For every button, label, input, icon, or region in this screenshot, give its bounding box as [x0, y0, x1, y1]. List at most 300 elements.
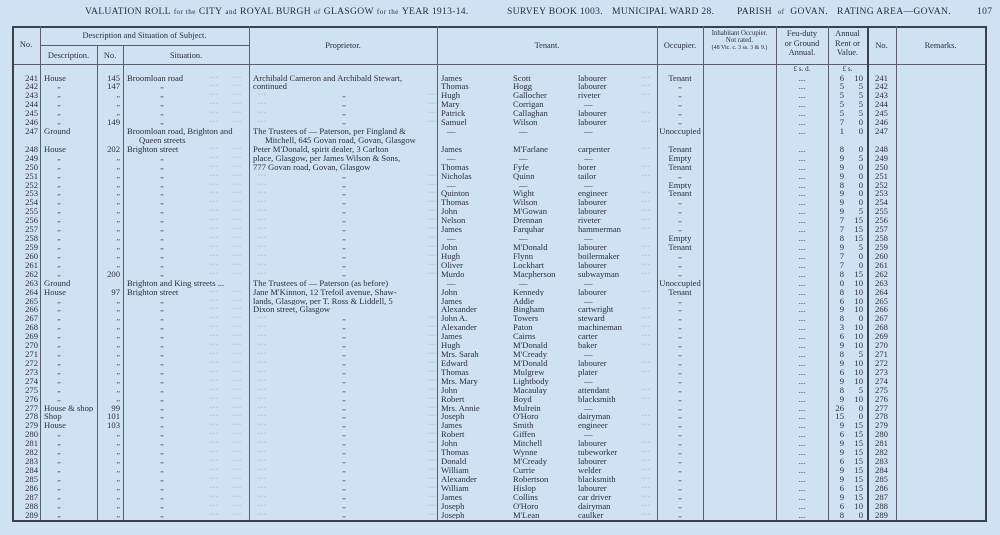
cell-feu-duty: ... — [798, 448, 806, 458]
cell-first-name: James — [441, 296, 463, 306]
cell-feu-duty: ... — [798, 394, 806, 404]
leader-dots: ··· — [210, 270, 219, 277]
cell-situation: ,, — [160, 350, 164, 359]
cell-occupier: ,, — [678, 358, 682, 367]
leader-dots: ··· — [233, 83, 242, 90]
cell-description: ,, — [57, 367, 61, 376]
leader-dots: ··· — [233, 163, 242, 170]
cell-feu-duty: ... — [798, 144, 806, 154]
cell-no-right: 289 — [875, 510, 888, 520]
cell-rent-pounds: 9 — [839, 207, 844, 217]
leader-dots: ··· — [428, 359, 437, 366]
cell-feu-duty: ... — [798, 225, 806, 235]
leader-dots: ··· — [233, 431, 242, 438]
cell-description: Ground — [44, 127, 71, 136]
leader-dots: ··· — [428, 217, 437, 224]
cell-surname: Towers — [513, 314, 539, 324]
header-inhabitant-line3: (48 Vic. c. 3 ss. 3 & 9.) — [711, 44, 768, 51]
cell-description: ,, — [57, 162, 61, 171]
table-row — [0, 82, 1000, 91]
leader-dots: ··· — [428, 458, 437, 465]
cell-first-name: Hugh — [441, 341, 461, 350]
cell-no-right: 260 — [875, 251, 888, 261]
leader-dots: ··· — [428, 101, 437, 108]
table-row — [0, 145, 1000, 154]
cell-occupation: labourer — [578, 260, 607, 270]
leader-dots: ··· — [642, 74, 651, 81]
cell-situation: ,, — [160, 358, 164, 367]
cell-number: ,, — [116, 91, 120, 100]
cell-rent-pounds: 6 — [839, 457, 844, 466]
leader-dots: ··· — [210, 252, 219, 259]
cell-proprietor: ,, — [342, 269, 346, 278]
cell-surname: — — [519, 278, 528, 288]
cell-number: ,, — [116, 153, 120, 162]
cell-surname: O'Horo — [513, 501, 539, 511]
leader-dots: ··· — [428, 199, 437, 206]
cell-rent-shillings: 10 — [854, 323, 863, 333]
cell-description: House — [44, 421, 66, 431]
header-rent-line3: Value. — [836, 48, 859, 57]
cell-surname: Robertson — [513, 474, 549, 484]
title-segment: for the — [173, 8, 196, 16]
leader-dots: ··· — [258, 431, 267, 438]
cell-occupation: labourer — [578, 457, 607, 466]
leader-dots: ··· — [233, 466, 242, 473]
cell-proprietor: ,, — [342, 118, 346, 127]
leader-dots: ··· — [210, 484, 219, 491]
table-row — [0, 225, 1000, 234]
cell-no: 268 — [25, 323, 38, 333]
cell-rent-pounds: 8 — [839, 269, 844, 279]
cell-occupation: — — [584, 278, 593, 288]
survey-book: SURVEY BOOK 1003. — [507, 6, 603, 17]
cell-no-right: 254 — [875, 198, 888, 208]
cell-no: 257 — [25, 225, 38, 235]
cell-feu-duty: ... — [798, 341, 806, 350]
cell-no: 250 — [25, 162, 38, 172]
cell-first-name: — — [447, 278, 456, 288]
cell-description: ,, — [57, 100, 61, 109]
cell-occupier: ,, — [678, 350, 682, 359]
cell-proprietor: ,, — [342, 510, 346, 519]
leader-dots: ··· — [258, 252, 267, 259]
cell-rent-shillings: 15 — [854, 457, 863, 466]
leader-dots: ··· — [210, 431, 219, 438]
leader-dots: ··· — [642, 119, 651, 126]
leader-dots: ··· — [233, 449, 242, 456]
cell-feu-duty: ... — [798, 483, 806, 493]
cell-surname: — — [519, 153, 528, 163]
cell-feu-duty: ... — [798, 278, 806, 288]
table-row — [0, 270, 1000, 279]
cell-occupation: labourer — [578, 198, 607, 208]
cell-occupation: labourer — [578, 358, 607, 368]
cell-number: 99 — [111, 403, 120, 413]
cell-proprietor: ,, — [342, 260, 346, 269]
cell-feu-duty: ... — [798, 358, 806, 368]
cell-no-right: 246 — [875, 118, 888, 127]
cell-rent-shillings: 0 — [858, 171, 863, 181]
header-remarks: Remarks. — [924, 41, 957, 50]
cell-feu-duty: ... — [798, 73, 806, 83]
cell-first-name: John — [441, 242, 458, 252]
cell-feu-duty: ... — [798, 180, 806, 190]
cell-description: ,, — [57, 207, 61, 216]
leader-dots: ··· — [233, 493, 242, 500]
cell-feu-duty: ... — [798, 127, 806, 136]
cell-proprietor: Archibald Cameron and Archibald Stewart, — [253, 73, 403, 83]
table-row — [0, 181, 1000, 190]
cell-rent-pounds: 9 — [839, 439, 844, 449]
header-feu-line1: Feu-duty — [786, 29, 818, 38]
table-row — [0, 163, 1000, 172]
cell-line: Mitchell, 645 Govan road, Govan, Glasgow — [265, 134, 416, 145]
leader-dots: ··· — [258, 315, 267, 322]
leader-dots: ··· — [428, 431, 437, 438]
cell-occupier: ,, — [678, 510, 682, 519]
cell-number: 147 — [107, 82, 120, 92]
cell-no-right: 261 — [875, 260, 888, 270]
cell-feu-duty: ... — [798, 305, 806, 315]
cell-situation: ,, — [160, 189, 164, 198]
cell-description: ,, — [57, 171, 61, 180]
cell-first-name: John — [441, 207, 458, 217]
cell-occupier: ,, — [678, 492, 682, 501]
cell-situation: ,, — [160, 100, 164, 109]
leader-dots: ··· — [428, 449, 437, 456]
cell-no-right: 277 — [875, 403, 888, 413]
leader-dots: ··· — [210, 306, 219, 313]
leader-dots: ··· — [210, 377, 219, 384]
parish-name: GOVAN. — [790, 6, 828, 17]
cell-occupier: ,, — [678, 109, 682, 118]
title-segment: ROYAL BURGH — [240, 6, 311, 17]
cell-feu-duty: ... — [798, 153, 806, 163]
cell-description: House — [44, 144, 66, 154]
cell-no: 276 — [25, 394, 38, 404]
leader-dots: ··· — [233, 333, 242, 340]
cell-first-name: James — [441, 492, 463, 502]
leader-dots: ··· — [210, 226, 219, 233]
leader-dots: ··· — [428, 395, 437, 402]
cell-rent-pounds: 8 — [839, 385, 844, 395]
cell-number: ,, — [116, 314, 120, 323]
leader-dots: ··· — [233, 297, 242, 304]
cell-situation: ,, — [160, 153, 164, 162]
cell-first-name: Quinton — [441, 189, 470, 199]
table-row — [0, 314, 1000, 323]
cell-feu-duty: ... — [798, 162, 806, 172]
leader-dots: ··· — [210, 315, 219, 322]
leader-dots: ··· — [233, 145, 242, 152]
leader-dots: ··· — [258, 422, 267, 429]
cell-situation: ,, — [160, 376, 164, 385]
cell-rent-pounds: 9 — [839, 394, 844, 404]
cell-occupation: cartwright — [578, 305, 614, 315]
cell-no-right: 241 — [875, 73, 888, 83]
title-segment: CITY — [198, 6, 223, 17]
leader-dots: ··· — [258, 172, 267, 179]
table-row — [0, 288, 1000, 297]
cell-first-name: Patrick — [441, 109, 466, 119]
cell-no: 272 — [25, 358, 38, 368]
cell-rent-pounds: 9 — [839, 474, 844, 484]
leader-dots: ··· — [258, 324, 267, 331]
cell-occupation: — — [584, 376, 593, 386]
cell-number: 145 — [107, 73, 120, 83]
cell-rent-shillings: 0 — [858, 260, 863, 270]
cell-description: ,, — [57, 465, 61, 474]
cell-no-right: 262 — [875, 269, 888, 279]
cell-no: 243 — [25, 91, 38, 101]
leader-dots: ··· — [642, 252, 651, 259]
cell-surname: Fyfe — [513, 162, 529, 172]
leader-dots: ··· — [258, 449, 267, 456]
leader-dots: ··· — [642, 208, 651, 215]
cell-rent-shillings: 0 — [858, 510, 863, 520]
parish-of: of — [777, 8, 785, 16]
cell-occupation: labourer — [578, 242, 607, 252]
cell-proprietor: The Trustees of — Paterson (as before) — [253, 278, 389, 288]
cell-first-name: John — [441, 439, 458, 449]
cell-first-name: Thomas — [441, 198, 469, 208]
cell-no-right: 265 — [875, 296, 888, 306]
cell-surname: — — [519, 127, 528, 136]
header-feu-duty — [776, 29, 828, 58]
leader-dots: ··· — [428, 404, 437, 411]
cell-first-name: John A. — [441, 314, 468, 324]
leader-dots: ··· — [642, 163, 651, 170]
table-row — [0, 412, 1000, 421]
cell-situation: ,, — [160, 171, 164, 180]
cell-no: 258 — [25, 234, 38, 243]
leader-dots: ··· — [233, 261, 242, 268]
leader-dots: ··· — [642, 172, 651, 179]
leader-dots: ··· — [642, 83, 651, 90]
cell-first-name: Mrs. Mary — [441, 376, 478, 386]
cell-occupation: steward — [578, 314, 605, 324]
cell-rent-shillings: 0 — [858, 198, 863, 208]
table-row — [0, 297, 1000, 306]
leader-dots: ··· — [428, 342, 437, 349]
leader-dots: ··· — [642, 333, 651, 340]
cell-rent-shillings: 10 — [854, 394, 863, 404]
leader-dots: ··· — [642, 288, 651, 295]
leader-dots: ··· — [233, 359, 242, 366]
cell-occupation: baker — [578, 341, 598, 350]
cell-surname: Wilson — [513, 198, 538, 208]
cell-feu-duty: ... — [798, 91, 806, 101]
cell-proprietor: ,, — [342, 198, 346, 207]
leader-dots: ··· — [233, 458, 242, 465]
cell-proprietor: ,, — [342, 448, 346, 457]
leader-dots: ··· — [210, 83, 219, 90]
leader-dots: ··· — [233, 92, 242, 99]
cell-no: 261 — [25, 260, 38, 270]
municipal-ward: MUNICIPAL WARD 28. — [612, 6, 715, 17]
cell-number: ,, — [116, 251, 120, 260]
leader-dots: ··· — [210, 493, 219, 500]
cell-surname: Wilson — [513, 118, 538, 127]
table-row — [0, 234, 1000, 243]
leader-dots: ··· — [258, 440, 267, 447]
cell-surname: Paton — [513, 323, 533, 333]
table-row — [0, 359, 1000, 368]
cell-rent-pounds: 9 — [839, 465, 844, 475]
cell-description: ,, — [57, 153, 61, 162]
cell-rent-shillings: 0 — [858, 403, 863, 413]
cell-feu-duty: ... — [798, 421, 806, 431]
leader-dots: ··· — [642, 315, 651, 322]
leader-dots: ··· — [642, 270, 651, 277]
cell-proprietor: Dixon street, Glasgow — [253, 305, 331, 315]
leader-dots: ··· — [428, 243, 437, 250]
cell-rent-shillings: 15 — [854, 439, 863, 449]
leader-dots: ··· — [642, 449, 651, 456]
leader-dots: ··· — [642, 110, 651, 117]
header-feu-line3: Annual. — [788, 48, 816, 57]
cell-description: ,, — [57, 394, 61, 403]
cell-number: ,, — [116, 492, 120, 501]
cell-occupier: ,, — [678, 376, 682, 385]
cell-surname: M'Gowan — [513, 207, 548, 217]
table-row — [0, 448, 1000, 457]
cell-situation: ,, — [160, 225, 164, 234]
table-row — [0, 100, 1000, 109]
leader-dots: ··· — [233, 74, 242, 81]
cell-feu-duty: ... — [798, 109, 806, 119]
cell-rent-shillings: 5 — [858, 100, 863, 110]
cell-no: 288 — [25, 501, 38, 511]
cell-no-right: 271 — [875, 350, 888, 359]
cell-rent-pounds: 6 — [839, 73, 844, 83]
cell-feu-duty: ... — [798, 296, 806, 306]
cell-proprietor: ,, — [342, 189, 346, 198]
cell-rent-shillings: 10 — [854, 296, 863, 306]
cell-rent-shillings: 0 — [858, 251, 863, 261]
cell-situation: ,, — [160, 430, 164, 439]
cell-no: 249 — [25, 153, 38, 163]
leader-dots: ··· — [233, 440, 242, 447]
cell-feu-duty: ... — [798, 332, 806, 342]
cell-number: ,, — [116, 332, 120, 341]
cell-occupier: Unoccupied — [659, 127, 701, 136]
cell-occupier: ,, — [678, 394, 682, 403]
cell-proprietor: ,, — [342, 367, 346, 376]
header-inhabitant-line2: Not rated. — [725, 37, 754, 45]
leader-dots: ··· — [642, 359, 651, 366]
cell-number: ,, — [116, 216, 120, 225]
cell-no: 248 — [25, 144, 38, 154]
cell-no-right: 250 — [875, 162, 888, 172]
leader-dots: ··· — [428, 235, 437, 242]
table-row — [0, 475, 1000, 484]
cell-rent-pounds: 8 — [839, 234, 844, 243]
cell-no: 245 — [25, 109, 38, 119]
cell-surname: Hogg — [513, 82, 533, 92]
leader-dots: ··· — [642, 217, 651, 224]
cell-first-name: James — [441, 144, 463, 154]
cell-number: ,, — [116, 242, 120, 251]
cell-number: ,, — [116, 394, 120, 403]
leader-dots: ··· — [210, 458, 219, 465]
cell-occupier: ,, — [678, 207, 682, 216]
leader-dots: ··· — [210, 440, 219, 447]
leader-dots: ··· — [233, 217, 242, 224]
leader-dots: ··· — [233, 208, 242, 215]
cell-number: ,, — [116, 439, 120, 448]
cell-first-name: John — [441, 287, 458, 297]
cell-description: ,, — [57, 332, 61, 341]
leader-dots: ··· — [258, 261, 267, 268]
cell-occupation: caulker — [578, 510, 604, 520]
leader-dots: ··· — [210, 74, 219, 81]
cell-no-right: 245 — [875, 109, 888, 119]
cell-description: ,, — [57, 501, 61, 510]
cell-rent-pounds: 6 — [839, 296, 844, 306]
cell-description: House — [44, 73, 66, 83]
header-annual-rent — [828, 29, 867, 58]
leader-dots: ··· — [258, 502, 267, 509]
leader-dots: ··· — [258, 217, 267, 224]
cell-number: ,, — [116, 189, 120, 198]
cell-feu-duty: ... — [798, 465, 806, 475]
cell-rent-pounds: 8 — [839, 144, 844, 154]
cell-no: 244 — [25, 100, 38, 110]
cell-number: ,, — [116, 323, 120, 332]
leader-dots: ··· — [428, 502, 437, 509]
cell-description: ,, — [57, 242, 61, 251]
leader-dots: ··· — [258, 110, 267, 117]
cell-rent-pounds: 6 — [839, 367, 844, 377]
cell-no-right: 247 — [875, 127, 888, 136]
cell-surname: M'Cready — [513, 350, 548, 359]
cell-number: ,, — [116, 385, 120, 394]
cell-occupier: ,, — [678, 474, 682, 483]
leader-dots: ··· — [258, 511, 267, 518]
cell-occupier: ,, — [678, 332, 682, 341]
cell-no-right: 266 — [875, 305, 888, 315]
cell-occupier: Tenant — [668, 73, 692, 83]
table-row — [0, 216, 1000, 225]
table-row — [0, 91, 1000, 100]
leader-dots: ··· — [210, 422, 219, 429]
leader-dots: ··· — [210, 110, 219, 117]
header-rent-line1: Annual — [835, 29, 860, 38]
cell-surname: Drennan — [513, 216, 543, 226]
cell-proprietor: ,, — [342, 323, 346, 332]
cell-rent-pounds: 8 — [839, 510, 844, 520]
cell-no: 253 — [25, 189, 38, 199]
cell-no: 266 — [25, 305, 38, 315]
cell-number: ,, — [116, 225, 120, 234]
cell-rent-pounds: 7 — [839, 225, 844, 235]
cell-occupation: — — [584, 296, 593, 306]
table-row — [0, 439, 1000, 448]
cell-first-name: Samuel — [441, 118, 467, 127]
leader-dots: ··· — [210, 395, 219, 402]
cell-situation: ,, — [160, 492, 164, 501]
cell-number: ,, — [116, 109, 120, 118]
leader-dots: ··· — [233, 181, 242, 188]
cell-number: ,, — [116, 234, 120, 243]
table-row — [0, 493, 1000, 502]
cell-no-right: 273 — [875, 367, 888, 377]
cell-surname: Mulrein — [513, 403, 541, 413]
header-rent-line2: Rent or — [835, 38, 860, 48]
cell-rent-shillings: 10 — [854, 332, 863, 342]
